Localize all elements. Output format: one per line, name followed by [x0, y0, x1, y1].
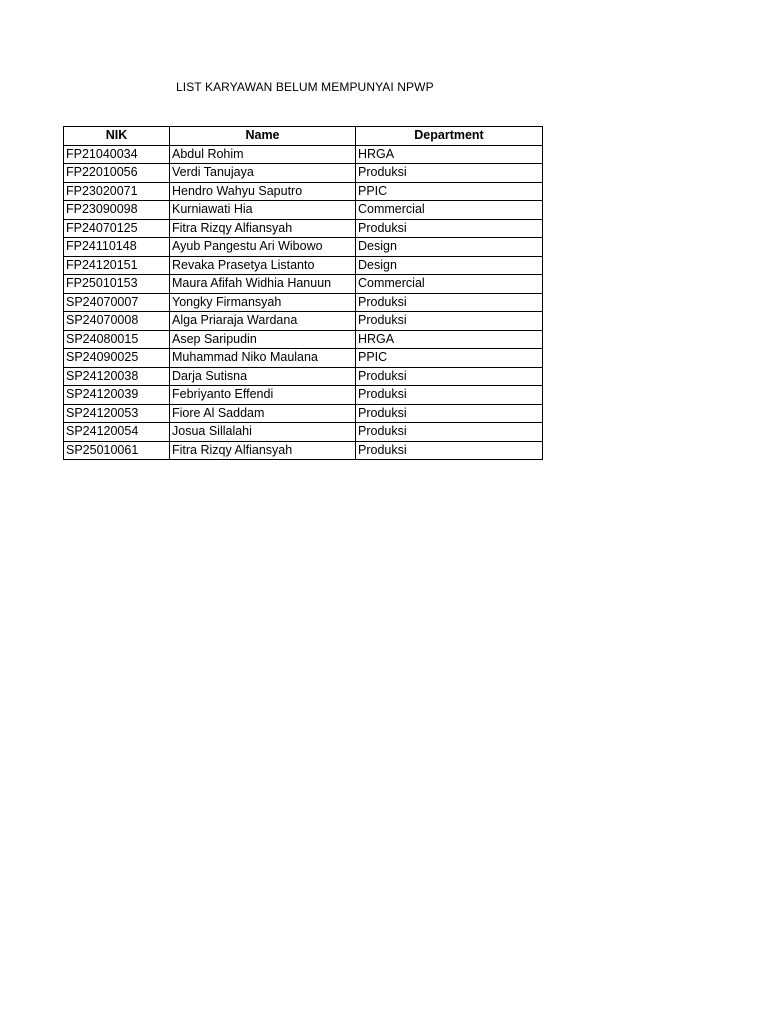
cell-name: Alga Priaraja Wardana [170, 312, 356, 331]
table-body [64, 145, 543, 460]
table-row [64, 293, 543, 312]
cell-department: Produksi [356, 293, 543, 312]
table-row [64, 441, 543, 460]
cell-name: Revaka Prasetya Listanto [170, 256, 356, 275]
cell-name: Kurniawati Hia [170, 201, 356, 220]
cell-name: Fitra Rizqy Alfiansyah [170, 441, 356, 460]
table-row [64, 386, 543, 405]
header-department: Department [356, 127, 543, 146]
cell-name: Fiore Al Saddam [170, 404, 356, 423]
table-header-row [64, 127, 543, 146]
cell-nik: SP25010061 [64, 441, 170, 460]
table-row [64, 330, 543, 349]
cell-nik: SP24120039 [64, 386, 170, 405]
cell-department: Commercial [356, 201, 543, 220]
cell-nik: FP24070125 [64, 219, 170, 238]
cell-name: Asep Saripudin [170, 330, 356, 349]
table-row [64, 256, 543, 275]
table-row [64, 164, 543, 183]
cell-nik: SP24070008 [64, 312, 170, 331]
cell-name: Ayub Pangestu Ari Wibowo [170, 238, 356, 257]
cell-name: Muhammad Niko Maulana [170, 349, 356, 368]
cell-department: Design [356, 256, 543, 275]
cell-name: Josua Sillalahi [170, 423, 356, 442]
table-row [64, 312, 543, 331]
table-row [64, 367, 543, 386]
cell-department: Produksi [356, 164, 543, 183]
cell-nik: FP23090098 [64, 201, 170, 220]
cell-nik: SP24070007 [64, 293, 170, 312]
cell-department: PPIC [356, 349, 543, 368]
cell-department: Commercial [356, 275, 543, 294]
cell-name: Fitra Rizqy Alfiansyah [170, 219, 356, 238]
document-title: LIST KARYAWAN BELUM MEMPUNYAI NPWP [176, 80, 434, 94]
table-row [64, 238, 543, 257]
cell-department: Produksi [356, 423, 543, 442]
cell-department: Produksi [356, 441, 543, 460]
cell-nik: FP25010153 [64, 275, 170, 294]
table-row [64, 404, 543, 423]
table-row [64, 349, 543, 368]
cell-nik: SP24120053 [64, 404, 170, 423]
cell-nik: SP24120054 [64, 423, 170, 442]
cell-nik: FP24110148 [64, 238, 170, 257]
cell-nik: FP24120151 [64, 256, 170, 275]
cell-department: Produksi [356, 404, 543, 423]
employee-table [63, 126, 543, 460]
cell-nik: SP24090025 [64, 349, 170, 368]
cell-name: Yongky Firmansyah [170, 293, 356, 312]
cell-name: Darja Sutisna [170, 367, 356, 386]
cell-nik: FP22010056 [64, 164, 170, 183]
cell-nik: FP21040034 [64, 145, 170, 164]
cell-name: Verdi Tanujaya [170, 164, 356, 183]
header-name: Name [170, 127, 356, 146]
cell-name: Maura Afifah Widhia Hanuun [170, 275, 356, 294]
cell-department: PPIC [356, 182, 543, 201]
cell-department: HRGA [356, 145, 543, 164]
cell-department: Produksi [356, 386, 543, 405]
cell-department: Produksi [356, 367, 543, 386]
cell-name: Abdul Rohim [170, 145, 356, 164]
table-row [64, 145, 543, 164]
cell-department: Produksi [356, 312, 543, 331]
table-row [64, 275, 543, 294]
cell-name: Febriyanto Effendi [170, 386, 356, 405]
cell-department: HRGA [356, 330, 543, 349]
table-row [64, 423, 543, 442]
header-nik: NIK [64, 127, 170, 146]
table-row [64, 219, 543, 238]
cell-nik: SP24080015 [64, 330, 170, 349]
cell-department: Produksi [356, 219, 543, 238]
cell-nik: FP23020071 [64, 182, 170, 201]
table-row [64, 201, 543, 220]
cell-department: Design [356, 238, 543, 257]
cell-name: Hendro Wahyu Saputro [170, 182, 356, 201]
table-row [64, 182, 543, 201]
cell-nik: SP24120038 [64, 367, 170, 386]
